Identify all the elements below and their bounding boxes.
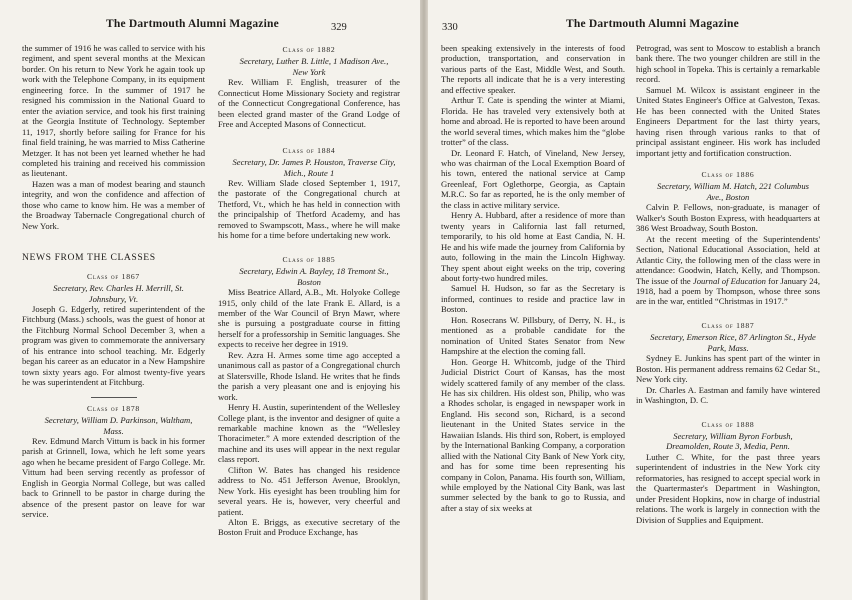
left-column-2: [218, 43, 400, 600]
right-column-2: [636, 43, 820, 600]
class-1878-secretary: Secretary, William D. Parkinson, Waltham, Mass.: [44, 415, 193, 436]
book-gutter: [420, 0, 428, 600]
wilcox-news: Samuel M. Wilcox is assistant engineer in the United States Engineer's Office at Galveston, Texas. He has been connected with the United States Engineers Department for the last thirty years, having risen through various ranks to that of principal assistant engineer. His work has included important jetty and fortification construction.: [636, 84, 820, 158]
right-page: [428, 0, 852, 600]
class-1885-heading: Class of 1885: [282, 254, 336, 264]
class-1885-news-bates: Clifton W. Bates has changed his residence address to No. 451 Jefferson Avenue, Brooklyn, New York. His eyesight has been troubling him for several years. He is, however, very cheerful and patient.: [218, 464, 400, 517]
class-1885-secretary: Secretary, Edwin A. Bayley, 18 Tremont St., Boston: [239, 266, 389, 287]
hazen-obituary-paragraph-2: Hazen was a man of modest bearing and staunch integrity, and won the confidence and affection of those who came to know him. He was a member of the Broadway Tabernacle Congregational church of New York.: [22, 178, 205, 231]
left-running-header: The Dartmouth Alumni Magazine: [106, 18, 279, 30]
hudson-news: Samuel H. Hudson, so far as the Secretary is informed, continues to reside and practice law in Boston.: [441, 283, 625, 315]
class-1884-heading: Class of 1884: [282, 145, 336, 155]
class-1887-secretary: Secretary, Emerson Rice, 87 Arlington St., Hyde Park, Mass.: [650, 332, 816, 353]
whitcomb-news: Hon. George H. Whitcomb, judge of the Third Judicial District Court of Kansas, has the most widely scattered family of any member of the class. He has six children. His oldest son, Philip, who was a Rhodes scholar, is engaged in newspaper work in England. His second son, Richard, is a second lieutenant in the United States service in the Hawaiian Islands. His third son, Robert, is employed by the International Banking Company, a corporation allied with the National City Bank of New York city, and has for some time been representing his company in Colon, Panama. His fourth son, William, while employed by the National City Bank, was last summer selected by the bank to go to Russia, and after a stay of six weeks at: [441, 356, 625, 513]
left-page: [0, 0, 420, 600]
pillsbury-news: Hon. Rosecrans W. Pillsbury, of Derry, N. H., is mentioned as a probable candidate for the nomination of United States Senator from New Hampshire at the election the coming fall.: [441, 314, 625, 357]
class-1886-secretary: Secretary, William M. Hatch, 221 Columbus Ave., Boston: [657, 181, 809, 202]
class-1885-news-armes: Rev. Azra H. Armes some time ago accepted a unanimous call as pastor of a Congregational church at Slatersville, Rhode Island. He writes that he finds the parish a very pleasant one and is enjoying his work.: [218, 349, 400, 402]
class-1882-news: Rev. William F. English, treasurer of the Connecticut Home Missionary Society and registrar of the Connecticut Congregational Conference, has been elected grand master of the Grand Lodge of Free and Accepted Masons of Connecticut.: [218, 77, 400, 130]
journal-title: Journal of Education: [692, 275, 766, 286]
class-1886-heading: Class of 1886: [701, 169, 755, 179]
class-1878-heading: Class of 1878: [86, 403, 141, 413]
meeting-text-b: for January 24, 1918, had a poem by Thompson, whose three sons are in the war, entitled “Christmas in 1917.”: [636, 275, 820, 307]
class-1888-secretary: Secretary, William Byron Forbush, Dreamolden, Route 3, Media, Penn.: [666, 430, 793, 452]
class-1888-news-white: Luther C. White, for the past three years superintendent of industries in the New York city reformatories, has resigned to accept special work in the Quartermaster's Department in Washington, under President Hopkins, now in charge of industrial relations. The work is largely in connection with the Division of Supplies and Equipment.: [636, 451, 820, 525]
class-1885-news-allard: Miss Beatrice Allard, A.B., Mt. Holyoke College 1915, only child of the late Frank E. Allard, is a member of the War Council of Bryn Mawr, where she is pursuing a postgraduate course in fitting herself for a professorship in Semitic languages. She expects to receive her degree in 1919.: [218, 287, 400, 350]
news-from-classes-heading: NEWS FROM THE CLASSES: [22, 252, 156, 264]
class-1882-secretary: Secretary, Luther B. Little, 1 Madison Ave., New York: [239, 56, 389, 77]
section-divider: [91, 397, 137, 398]
class-1887-heading: Class of 1887: [701, 320, 755, 330]
class-1878-news: Rev. Edmund March Vittum is back in his former parish at Grinnell, Iowa, which he left some years ago when he became president of Fargo College. Mr. Vittum had been serving recently as professor of English in Georgia Normal College, but was called back to Grinnell to be pastor in charge during the absence of the present pastor on leave for war service.: [22, 435, 205, 520]
class-1882-heading: Class of 1882: [282, 45, 336, 54]
whitcomb-continued: Petrograd, was sent to Moscow to establish a branch bank there. The two younger children are still in the high school in Topeka. This is certainly a remarkable record.: [636, 43, 820, 85]
right-page-number: 330: [442, 22, 458, 33]
hazen-obituary-paragraph-1: the summer of 1916 he was called to service with his regiment, and spent several months at the Mexican border. On his return to New York he again took up work with the Telephone Company, in its equipment engineering force. In the summer of 1917 he resigned his commission in the National Guard to enter the aviation service, and took his first training at the Georgia Institute of Technology. September 11, 1917, shortly before sailing for France for his final field training, he was married to Miss Catherine Metzger. It has not been yet learned whether he had completed his training and received his commission as lieutenant.: [22, 43, 205, 179]
class-1867-heading: Class of 1867: [86, 271, 141, 281]
left-page-number: 329: [331, 22, 347, 33]
class-1884-news: Rev. William Slade closed September 1, 1917, the pastorate of the Congregational church at Thetford, Vt., which he has held in connection with the principalship of Thetford Academy, and has removed to Swampscott, Mass., where he will make his home for a time before undertaking new work.: [218, 177, 400, 241]
cate-news: Arthur T. Cate is spending the winter at Miami, Florida. He has traveled very extensively both at home and abroad. He is reported to have been around the world several times, which makes him the “globe trotter” of the class.: [441, 95, 625, 148]
class-1887-news-junkins: Sydney E. Junkins has spent part of the winter in Boston. His permanent address remains 62 Cedar St., New York city.: [636, 353, 820, 385]
class-1887-news-eastman: Dr. Charles A. Eastman and family have wintered in Washington, D. C.: [636, 384, 820, 406]
right-column-1: [441, 43, 625, 600]
hubbard-news: Henry A. Hubbard, after a residence of more than twenty years in California last fall returned, temporarily, to his old home at East Candia, N. H. He and his wife made the journey from California by auto, following in the main the Lincoln Highway. They spent about eight weeks on the trip, covering about forty-two hundred miles.: [441, 210, 625, 283]
left-column-1: [22, 43, 205, 600]
meeting-text-a: At the recent meeting of the Superintendents' Section, National Educational Association, held at Atlantic City, the following men of the class were in attendance: Goodwin, Hatch, Kelly, and Thompson. The issue of the: [636, 233, 820, 286]
class-1884-secretary: Secretary, Dr. James P. Houston, Traverse City, Mich., Route 1: [232, 157, 396, 178]
class-1886-news-fellows: Calvin P. Fellows, non-graduate, is manager of Walker's South Boston Express, with headquarters at 386 West Broadway, South Boston.: [636, 202, 820, 234]
class-1886-news-meeting: [636, 234, 820, 307]
class-1867-secretary: Secretary, Rev. Charles H. Merrill, St. Johnsbury, Vt.: [53, 283, 184, 304]
class-1885-news-austin: Henry H. Austin, superintendent of the Wellesley College plant, is the inventor and designer of quite a remarkable machine known as the “Wellesley Thoracimeter.” A more extended description of the machine and its uses will appear in the next regular class report.: [218, 402, 400, 465]
hatch-news: Dr. Leonard F. Hatch, of Vineland, New Jersey, who was chairman of the Local Exemption Board of his town, entered the national service at Camp Greenleaf, Fort Oglethorpe, Georgia, as Captain M.R.C. So far as reported, he is the only member of the class in active military service.: [441, 147, 625, 210]
right-running-header: The Dartmouth Alumni Magazine: [566, 18, 739, 30]
briggs-continued: been speaking extensively in the interests of food production, transportation, and conservation in various parts of the East, Middle West, and South. The reports all indicate that he is a very interesting and effective speaker.: [441, 43, 625, 95]
class-1888-heading: Class of 1888: [701, 419, 755, 429]
class-1867-news: Joseph G. Edgerly, retired superintendent of the Fitchburg (Mass.) schools, was the guest of honor at the Fitchburg Normal School December 3, when a program was given to commemorate the anniversary of his entrance into school teaching. Mr. Edgerly began his career as an educator in a New Hampshire town sixty years ago. For almost twenty-five years he was superintendent at Fitchburg.: [22, 303, 205, 388]
class-1885-news-briggs: Alton E. Briggs, as executive secretary of the Boston Fruit and Produce Exchange, has: [218, 517, 400, 538]
